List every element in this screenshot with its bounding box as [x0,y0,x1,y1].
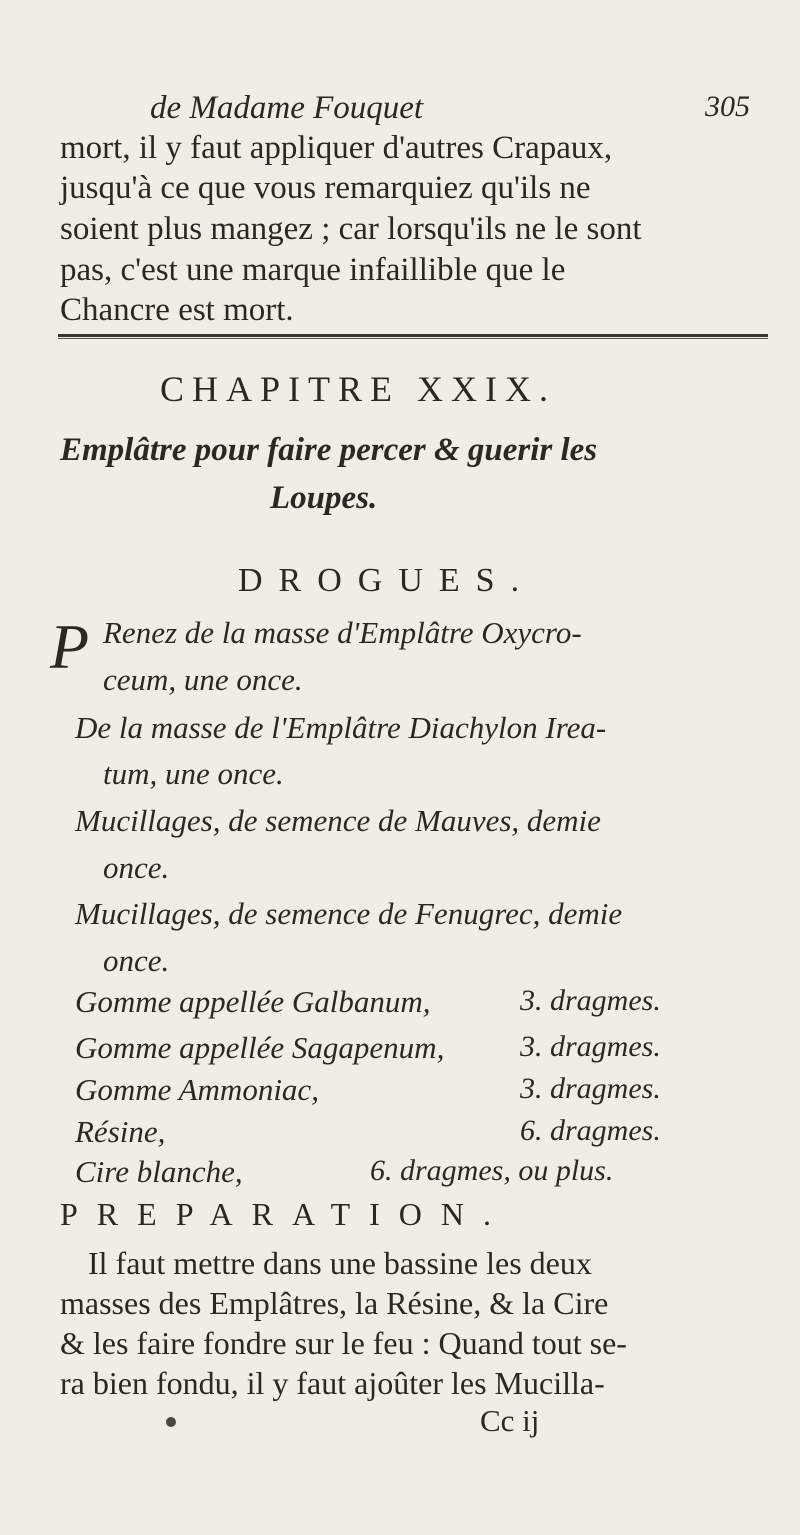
ingredient-name: Résine, [75,1114,166,1149]
page-number: 305 [705,90,750,123]
preparation-line: Il faut mettre dans une bassine les deux [88,1245,592,1281]
recipe-line: Mucillages, de semence de Fenugrec, demie [75,896,623,931]
running-head: de Madame Fouquet [150,90,424,126]
preparation-line: & les faire fondre sur le feu : Quand tout se- [60,1325,627,1361]
intro-line: jusqu'à ce que vous remarquiez qu'ils ne [60,170,591,206]
ingredient-name: Gomme appellée Sagapenum, [75,1030,445,1065]
intro-line: soient plus mangez ; car lorsqu'ils ne le sont [60,211,642,247]
recipe-line: ceum, une once. [103,662,303,697]
page-header [0,90,800,130]
drogues-heading: DROGUES. [238,562,536,599]
recipe-line: Renez de la masse d'Emplâtre Oxycro- [103,615,582,650]
intro-line: pas, c'est une marque infaillible que le [60,252,566,288]
recipe-line: once. [103,850,170,885]
chapter-title: Emplâtre pour faire percer & guerir les [60,432,598,468]
ingredient-name: Cire blanche, [75,1154,243,1189]
ornament-dot [166,1417,176,1427]
preparation-line: ra bien fondu, il y faut ajoûter les Mucilla- [60,1365,605,1401]
recipe-line: Mucillages, de semence de Mauves, demie [75,803,601,838]
preparation-heading: PREPARATION. [60,1196,510,1232]
intro-line: Chancre est mort. [60,292,294,328]
ingredient-name: Gomme Ammoniac, [75,1072,319,1107]
ingredient-qty: 3. dragmes. [520,984,661,1017]
drop-cap: P [50,611,90,682]
ingredient-qty: 3. dragmes. [520,1030,661,1063]
recipe-line: once. [103,943,170,978]
ingredient-qty: 6. dragmes. [520,1114,661,1147]
recipe-line: tum, une once. [103,756,284,791]
chapter-title: Loupes. [270,480,378,516]
ingredient-name: Gomme appellée Galbanum, [75,984,431,1019]
ingredient-qty: 6. dragmes, ou plus. [370,1154,614,1187]
recipe-line: De la masse de l'Emplâtre Diachylon Irea- [75,710,607,745]
ingredient-qty: 3. dragmes. [520,1072,661,1105]
preparation-line: masses des Emplâtres, la Résine, & la Cire [60,1285,609,1321]
divider-rule [58,338,768,339]
divider-rule [58,334,768,337]
signature-mark: Cc ij [480,1403,540,1438]
chapter-heading: CHAPITRE XXIX. [160,369,556,409]
intro-line: mort, il y faut appliquer d'autres Crapaux, [60,130,613,166]
